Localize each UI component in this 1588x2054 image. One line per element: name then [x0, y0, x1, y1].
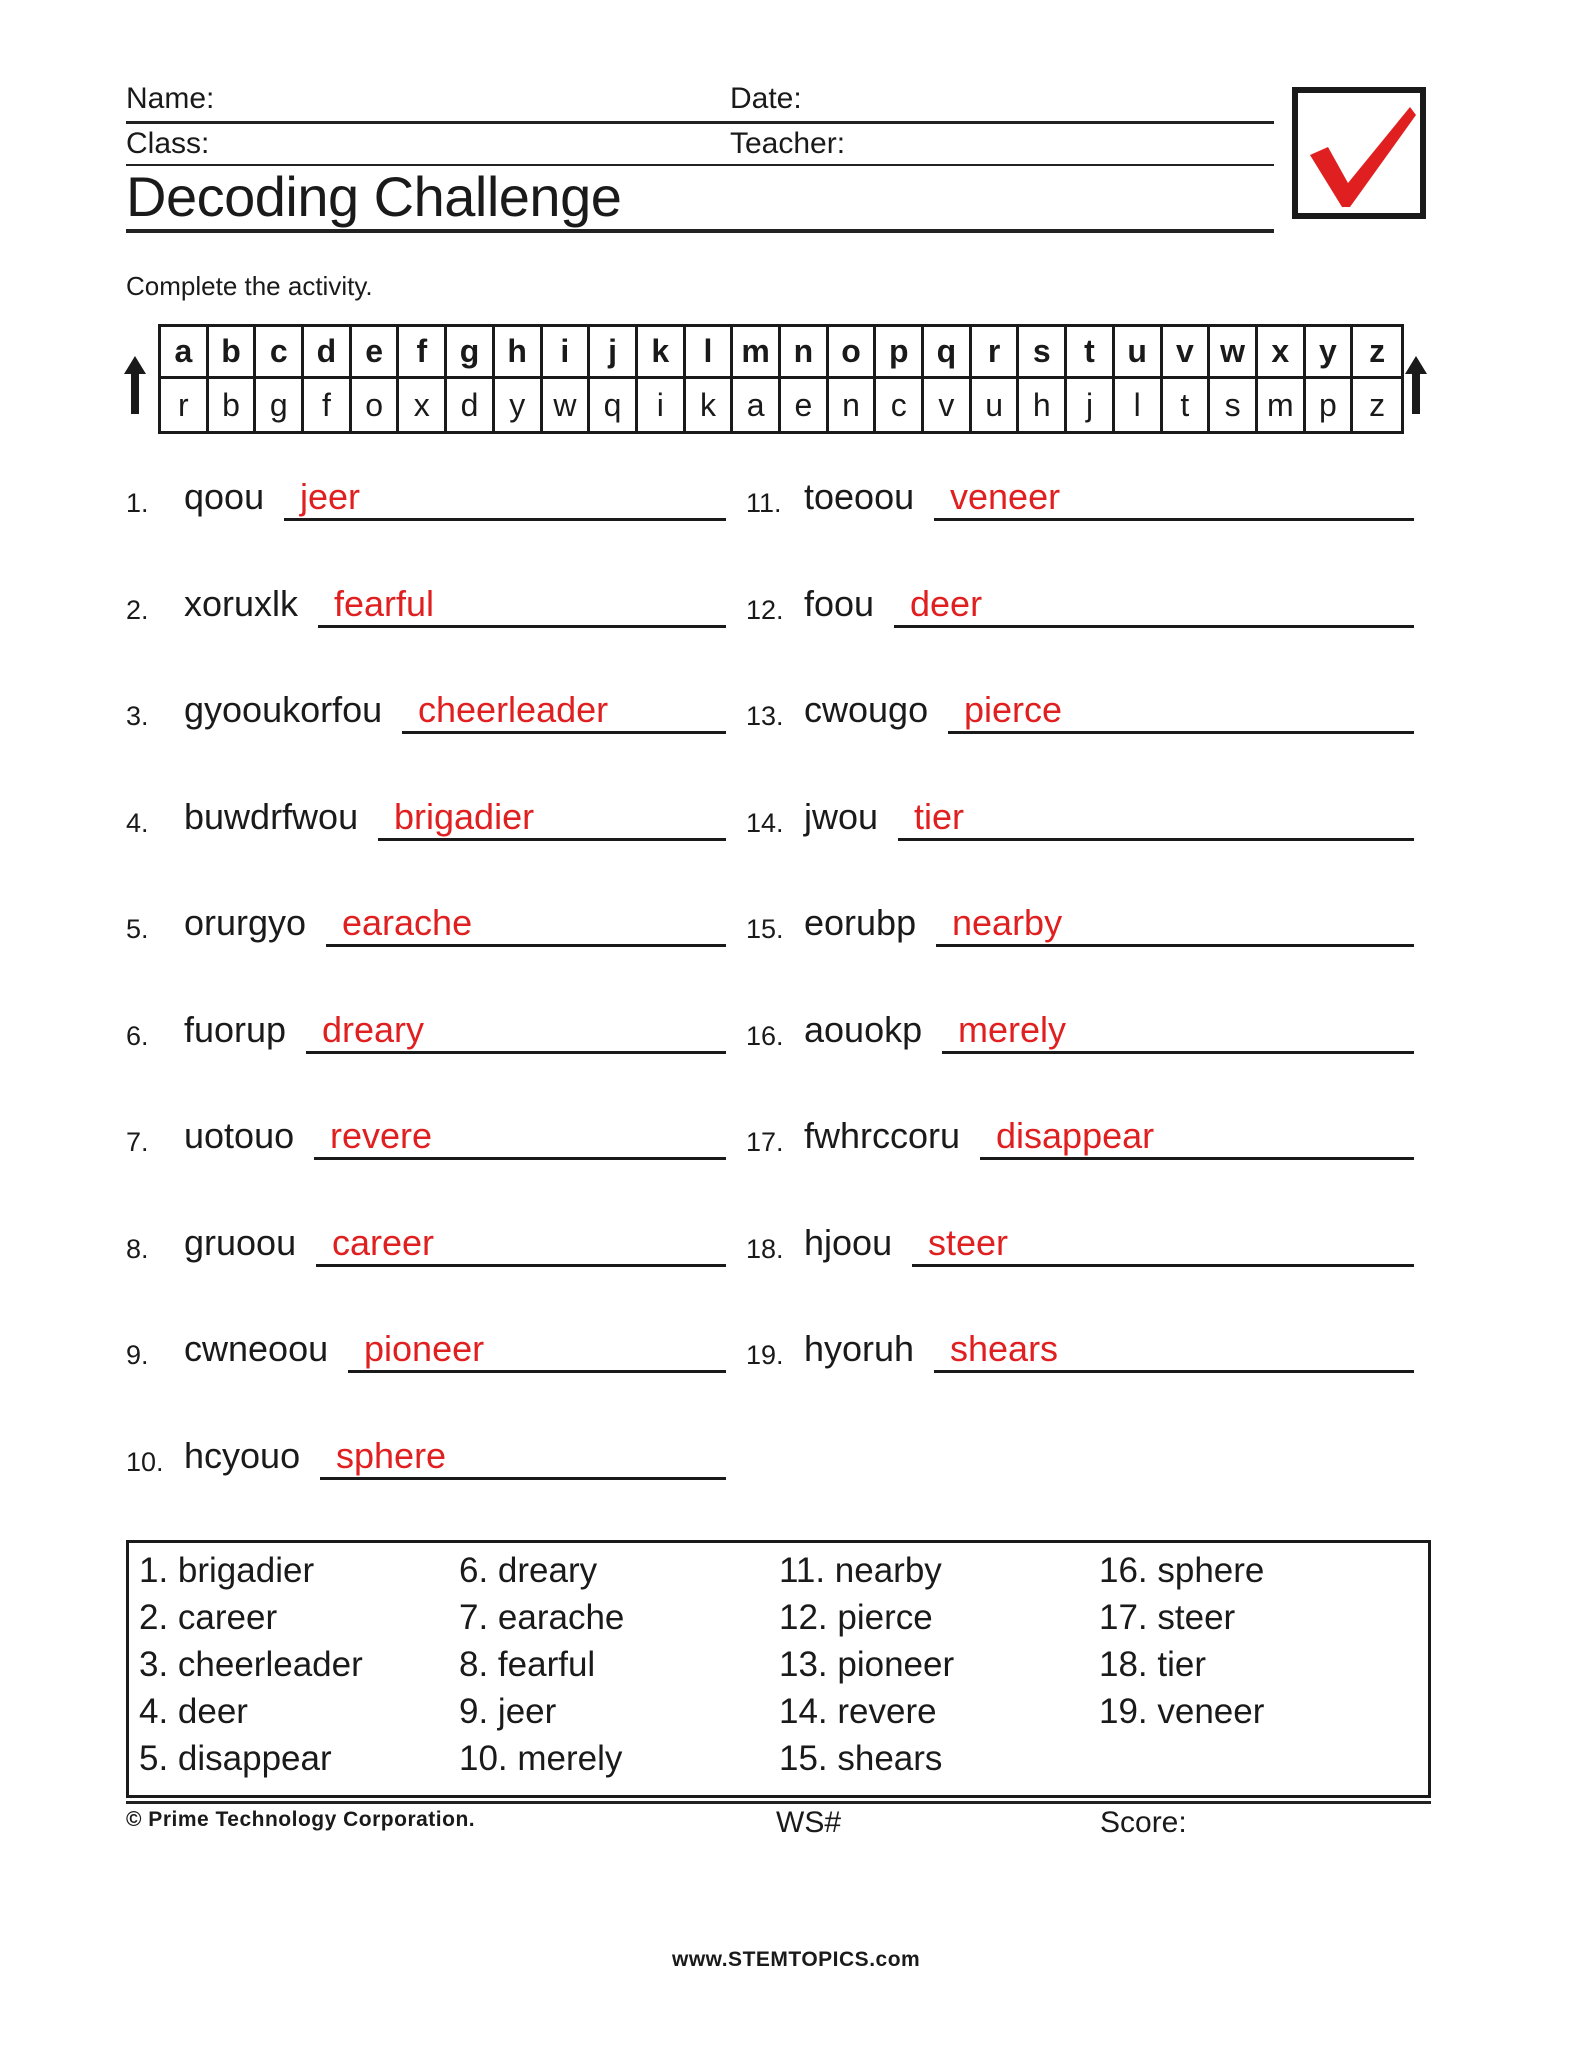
answer-text: disappear: [996, 1115, 1155, 1156]
problem-number: 9.: [126, 1340, 149, 1370]
word-bank-item: 14. revere: [779, 1692, 937, 1731]
answer-text: cheerleader: [418, 689, 609, 730]
encoded-word: uotouo: [184, 1115, 295, 1156]
encoded-word: eorubp: [804, 902, 917, 943]
problem-number: 8.: [126, 1233, 149, 1264]
key-cipher-letter: x: [399, 379, 447, 431]
answer-text: earache: [342, 902, 473, 943]
key-plain-letter: n: [781, 327, 829, 379]
answer-line[interactable]: [284, 518, 726, 521]
key-plain-letter: q: [924, 327, 972, 379]
encoded-word: toeoou: [804, 476, 915, 517]
key-cipher-letter: m: [1258, 379, 1306, 431]
name-date-rule: [126, 121, 1274, 124]
answer-line[interactable]: [898, 838, 1414, 841]
check-box: [1292, 87, 1426, 219]
answer-text: deer: [910, 582, 983, 624]
problem-number: 6.: [126, 1020, 149, 1051]
answer-text: revere: [330, 1115, 433, 1156]
answer-text: dreary: [322, 1008, 425, 1050]
problem-item: [126, 1429, 736, 1489]
up-arrow-icon: [124, 356, 146, 414]
key-cipher-letter: l: [1115, 379, 1163, 431]
key-plain-letter: b: [209, 327, 257, 379]
answer-text: pioneer: [364, 1328, 485, 1369]
problem-number: 10.: [126, 1446, 164, 1477]
encoded-word: jwou: [804, 795, 879, 837]
key-cipher-letter: j: [1067, 379, 1115, 431]
problem-number: 18.: [746, 1233, 784, 1264]
encoded-word: hyoruh: [804, 1328, 915, 1369]
ws-label: WS#: [776, 1806, 842, 1839]
name-label: Name:: [126, 82, 215, 115]
answer-text: nearby: [952, 902, 1063, 943]
key-cipher-letter: o: [352, 379, 400, 431]
answer-text: pierce: [964, 689, 1063, 730]
key-cipher-letter: f: [304, 379, 352, 431]
answer-text: steer: [928, 1221, 1009, 1263]
cipher-key: [158, 324, 1404, 434]
problem-number: 13.: [746, 701, 784, 731]
problem-item: [126, 1322, 736, 1382]
problem-item: [746, 1109, 1424, 1169]
website: www.STEMTOPICS.com: [672, 1948, 921, 1971]
key-plain-letter: y: [1306, 327, 1354, 379]
key-cipher-letter: b: [209, 379, 257, 431]
key-plain-letter: w: [1210, 327, 1258, 379]
answer-line[interactable]: [326, 944, 726, 947]
word-bank-item: 16. sphere: [1099, 1551, 1265, 1590]
key-plain-letter: e: [352, 327, 400, 379]
word-bank-item: 9. jeer: [459, 1692, 557, 1731]
key-plain-letter: g: [447, 327, 495, 379]
problem-item: [746, 1216, 1424, 1276]
problem-item: [126, 896, 736, 956]
key-cipher-letter: i: [638, 379, 686, 431]
key-cipher-letter: r: [161, 379, 209, 431]
problem-item: [746, 577, 1424, 637]
key-plain-letter: l: [686, 327, 734, 379]
problem-number: 3.: [126, 701, 149, 731]
word-bank-item: 10. merely: [459, 1739, 623, 1778]
key-cipher-letter: w: [543, 379, 591, 431]
key-plain-letter: v: [1163, 327, 1211, 379]
key-plain-letter: a: [161, 327, 209, 379]
word-bank-item: 7. earache: [459, 1598, 625, 1637]
key-plain-letter: h: [495, 327, 543, 379]
answer-line[interactable]: [936, 944, 1414, 947]
key-cipher-letter: h: [1019, 379, 1067, 431]
word-bank: [126, 1540, 1431, 1798]
key-cipher-letter: d: [447, 379, 495, 431]
answer-line[interactable]: [980, 1157, 1414, 1160]
teacher-label: Teacher:: [730, 127, 846, 160]
encoded-word: hcyouo: [184, 1434, 301, 1476]
problem-number: 7.: [126, 1127, 149, 1157]
encoded-word: fuorup: [184, 1008, 287, 1050]
copyright: © Prime Technology Corporation.: [126, 1808, 476, 1831]
key-plain-letter: z: [1353, 327, 1401, 379]
key-cipher-letter: v: [924, 379, 972, 431]
answer-text: brigadier: [394, 795, 535, 837]
answer-line[interactable]: [402, 731, 726, 734]
answer-line[interactable]: [894, 625, 1414, 628]
title-rule: [126, 229, 1274, 233]
problem-number: 12.: [746, 594, 784, 625]
answer-text: tier: [914, 795, 965, 837]
word-bank-item: 18. tier: [1099, 1645, 1206, 1684]
encoded-word: gruoou: [184, 1221, 297, 1263]
word-bank-item: 4. deer: [139, 1692, 248, 1731]
word-bank-item: 3. cheerleader: [139, 1645, 363, 1684]
word-bank-item: 15. shears: [779, 1739, 943, 1778]
key-cipher-letter: n: [829, 379, 877, 431]
key-plain-letter: i: [543, 327, 591, 379]
encoded-word: fwhrccoru: [804, 1115, 961, 1156]
key-cipher-letter: t: [1163, 379, 1211, 431]
key-plain-letter: f: [399, 327, 447, 379]
problem-item: [126, 577, 736, 637]
up-arrow-icon: [1405, 356, 1427, 414]
checkmark-icon: [1298, 93, 1420, 213]
date-label: Date:: [730, 82, 802, 115]
key-plain-letter: t: [1067, 327, 1115, 379]
encoded-word: aouokp: [804, 1008, 923, 1050]
problem-number: 11.: [746, 488, 782, 518]
problem-item: [746, 683, 1424, 743]
answer-line[interactable]: [314, 1157, 726, 1160]
key-plain-letter: c: [256, 327, 304, 379]
key-plain-letter: s: [1019, 327, 1067, 379]
key-cipher-letter: k: [686, 379, 734, 431]
problem-item: [126, 1109, 736, 1169]
problem-item: [126, 470, 736, 530]
problem-number: 19.: [746, 1340, 784, 1370]
key-cipher-letter: a: [733, 379, 781, 431]
problem-item: [746, 790, 1424, 850]
problem-item: [126, 790, 736, 850]
problem-item: [126, 1003, 736, 1063]
footer-rule: [126, 1801, 1431, 1804]
answer-text: veneer: [950, 476, 1061, 517]
word-bank-item: 2. career: [139, 1598, 278, 1637]
problem-number: 4.: [126, 807, 149, 838]
answer-line[interactable]: [934, 1370, 1414, 1373]
answer-line[interactable]: [912, 1264, 1414, 1267]
answer-text: career: [332, 1221, 435, 1263]
key-plain-letter: p: [876, 327, 924, 379]
encoded-word: buwdrfwou: [184, 795, 359, 837]
word-bank-item: 6. dreary: [459, 1551, 598, 1590]
encoded-word: qoou: [184, 476, 265, 517]
encoded-word: foou: [804, 582, 875, 624]
encoded-word: hjoou: [804, 1221, 893, 1263]
answer-line[interactable]: [348, 1370, 726, 1373]
key-cipher-letter: u: [972, 379, 1020, 431]
problem-item: [746, 1322, 1424, 1382]
encoded-word: gyooukorfou: [184, 689, 383, 730]
key-plain-letter: x: [1258, 327, 1306, 379]
key-plain-letter: r: [972, 327, 1020, 379]
key-plain-letter: k: [638, 327, 686, 379]
instructions: Complete the activity.: [126, 271, 373, 301]
answer-text: jeer: [300, 476, 361, 517]
encoded-word: xoruxlk: [184, 582, 299, 624]
answer-line[interactable]: [318, 625, 726, 628]
key-cipher-letter: c: [876, 379, 924, 431]
key-cipher-letter: s: [1210, 379, 1258, 431]
key-plain-letter: o: [829, 327, 877, 379]
problem-number: 2.: [126, 594, 149, 625]
encoded-word: orurgyo: [184, 902, 307, 943]
word-bank-item: 12. pierce: [779, 1598, 933, 1637]
key-plain-letter: d: [304, 327, 352, 379]
problem-item: [746, 470, 1424, 530]
key-cipher-letter: z: [1369, 386, 1386, 423]
key-cipher-letter: g: [256, 379, 304, 431]
problem-item: [746, 1003, 1424, 1063]
answer-line[interactable]: [948, 731, 1414, 734]
key-plain-letter: m: [733, 327, 781, 379]
word-bank-item: 19. veneer: [1099, 1692, 1265, 1731]
encoded-word: cwneoou: [184, 1328, 329, 1369]
problem-number: 5.: [126, 914, 149, 944]
answer-line[interactable]: [942, 1051, 1414, 1054]
problem-number: 14.: [746, 807, 784, 838]
problem-number: 17.: [746, 1127, 784, 1157]
word-bank-item: 11. nearby: [779, 1551, 942, 1590]
problem-item: [126, 683, 736, 743]
answer-text: merely: [958, 1008, 1067, 1050]
answer-text: fearful: [334, 582, 435, 624]
word-bank-item: 8. fearful: [459, 1645, 596, 1684]
problem-number: 15.: [746, 914, 784, 944]
answer-line[interactable]: [306, 1051, 726, 1054]
word-bank-item: 1. brigadier: [139, 1551, 315, 1590]
answer-text: shears: [950, 1328, 1059, 1369]
page-title: Decoding Challenge: [126, 165, 622, 228]
problem-item: [746, 896, 1424, 956]
key-plain-letter: u: [1115, 327, 1163, 379]
problem-item: [126, 1216, 736, 1276]
key-cipher-letter: p: [1306, 379, 1354, 431]
problem-number: 1.: [126, 488, 149, 518]
key-cipher-letter: e: [781, 379, 829, 431]
key-cipher-letter: q: [590, 379, 638, 431]
key-plain-letter: j: [590, 327, 638, 379]
word-bank-item: 5. disappear: [139, 1739, 332, 1778]
answer-line[interactable]: [316, 1264, 726, 1267]
key-cipher-letter: y: [495, 379, 543, 431]
word-bank-item: 17. steer: [1099, 1598, 1236, 1637]
problem-number: 16.: [746, 1020, 784, 1051]
answer-line[interactable]: [378, 838, 726, 841]
answer-line[interactable]: [320, 1477, 726, 1480]
answer-line[interactable]: [934, 518, 1414, 521]
score-label: Score:: [1100, 1806, 1187, 1839]
word-bank-item: 13. pioneer: [779, 1645, 955, 1684]
answer-text: sphere: [336, 1434, 447, 1476]
class-label: Class:: [126, 127, 210, 160]
encoded-word: cwougo: [804, 689, 929, 730]
